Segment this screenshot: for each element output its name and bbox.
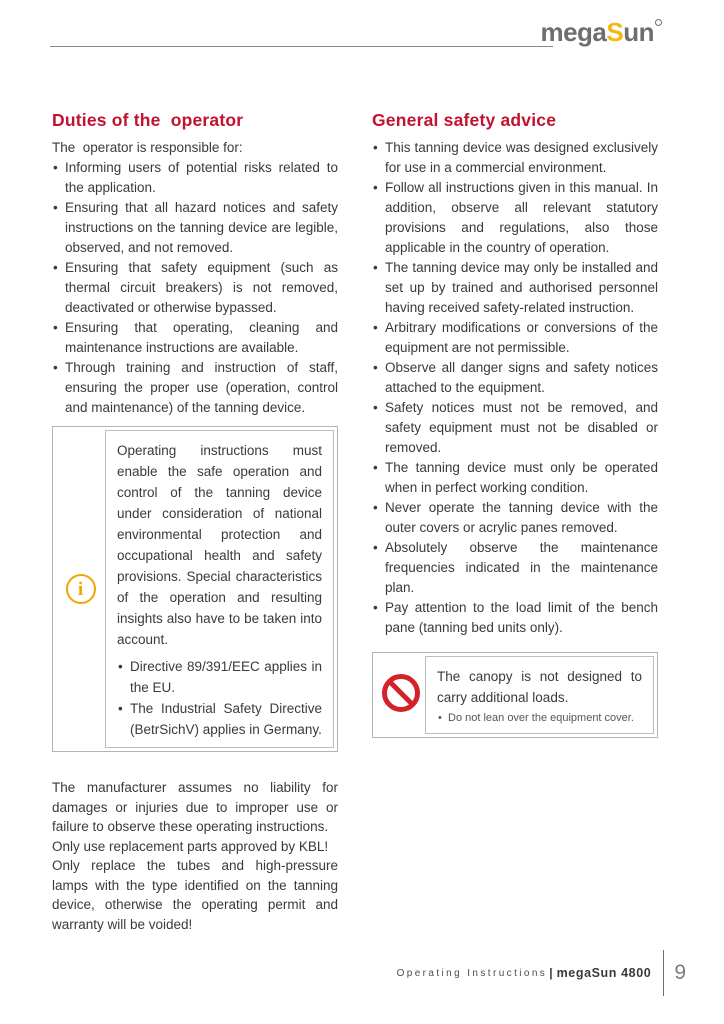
info-note-bullet-list	[117, 656, 322, 740]
footer-divider-line	[663, 950, 664, 996]
list-item: • Never operate the tanning device with the outer covers or acrylic panes removed.	[372, 498, 658, 538]
liability-paragraphs	[52, 778, 338, 934]
paragraph: The manufacturer assumes no liability for damages or injuries due to improper use or failure to observe these operating instructions.	[52, 780, 338, 834]
duties-bullet-list	[52, 158, 338, 418]
section-heading-duties: Duties of the operator	[52, 110, 244, 130]
footer-separator: |	[549, 966, 553, 980]
list-item: • The tanning device must only be operated when in perfect working condition.	[372, 458, 658, 498]
info-icon: i	[66, 574, 96, 604]
list-item: • Absolutely observe the maintenance frequencies indicated in the maintenance plan.	[372, 538, 658, 598]
list-item: • The tanning device may only be installed and set up by trained and authorised personnel having received safety-related instruction.	[372, 258, 658, 318]
info-note-box	[52, 426, 338, 752]
list-item: • This tanning device was designed exclusively for use in a commercial environment.	[372, 138, 658, 178]
paragraph: Only replace the tubes and high-pressure lamps with the type identified on the tanning device, otherwise the operating permit and warranty will be voided!	[52, 858, 338, 932]
footer-product-name: megaSun 4800	[556, 966, 652, 980]
header-divider-line	[50, 46, 553, 47]
list-item: • Follow all instructions given in this manual. In addition, observe all relevant statutory provisions and regulations, also those applicable in the country of operation.	[372, 178, 658, 258]
warning-bullet-list	[437, 711, 642, 726]
safety-bullet-list	[372, 138, 658, 638]
list-item: • Arbitrary modifications or conversions of the equipment are not permissible.	[372, 318, 658, 358]
list-item: • Pay attention to the load limit of the bench pane (tanning bed units only).	[372, 598, 658, 638]
page-body	[52, 110, 658, 934]
list-item: • Informing users of potential risks related to the application.	[52, 158, 338, 198]
logo-text-suffix: un	[623, 17, 654, 47]
section-heading-safety: General safety advice	[372, 110, 557, 130]
trademark-icon	[655, 19, 662, 26]
warning-text: The canopy is not designed to carry additional loads.	[437, 669, 642, 705]
info-note-text-cell	[105, 430, 334, 748]
warning-text-cell	[425, 656, 654, 734]
logo-text-prefix: mega	[540, 17, 607, 47]
duties-intro: The operator is responsible for:	[52, 140, 243, 155]
prohibition-icon	[381, 673, 421, 718]
left-column	[52, 110, 338, 934]
list-item: • The Industrial Safety Directive (BetrSichV) applies in Germany.	[117, 698, 322, 740]
list-item: • Ensuring that operating, cleaning and maintenance instructions are available.	[52, 318, 338, 358]
footer-doc-title: Operating Instructions	[396, 967, 548, 979]
paragraph: Only use replacement parts approved by KBL!	[52, 838, 329, 854]
page-footer	[397, 950, 686, 996]
info-icon-cell	[56, 430, 105, 748]
list-item: • Observe all danger signs and safety notices attached to the equipment.	[372, 358, 658, 398]
prohibition-warning-box	[372, 652, 658, 738]
logo-text-accent: S	[606, 17, 624, 47]
info-note-text: Operating instructions must enable the safe operation and control of the tanning device under consideration of national environmental protection and occupational health and safety provisions. Special characteristics of the operation and resulting insights also have to be taken into account.	[117, 443, 322, 647]
list-item: • Do not lean over the equipment cover.	[437, 711, 642, 726]
megasun-logo	[540, 17, 662, 48]
right-column	[372, 110, 658, 934]
list-item: • Ensuring that safety equipment (such as thermal circuit breakers) is not removed, deactivated or otherwise bypassed.	[52, 258, 338, 318]
list-item: • Ensuring that all hazard notices and safety instructions on the tanning device are legible, observed, and not removed.	[52, 198, 338, 258]
list-item: • Safety notices must not be removed, and safety equipment must not be disabled or removed.	[372, 398, 658, 458]
list-item: • Directive 89/391/EEC applies in the EU.	[117, 656, 322, 698]
list-item: • Through training and instruction of staff, ensuring the proper use (operation, control and maintenance) of the tanning device.	[52, 358, 338, 418]
prohibition-icon-cell	[376, 656, 425, 734]
page-number: 9	[674, 961, 686, 984]
